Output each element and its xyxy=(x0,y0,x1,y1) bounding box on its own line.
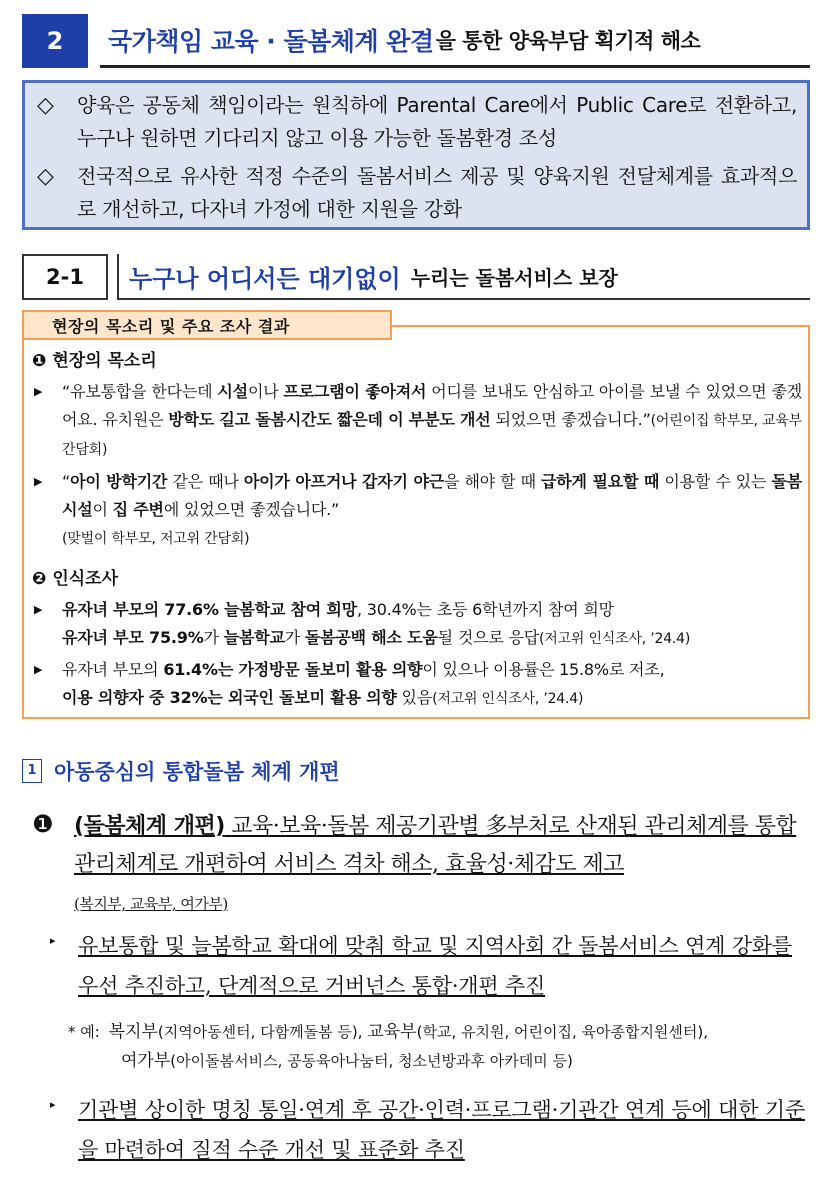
section-title xyxy=(100,14,810,68)
quote-text: “유보통합을 한다는데 xyxy=(62,382,218,401)
summary-text: 전국적으로 유사한 적정 수준의 돌봄서비스 제공 및 양육지원 전달체계를 효과적으로 개선하고, 다자녀 가정에 대한 지원을 강화 xyxy=(77,164,797,221)
survey-emphasis: 이용 의향자 중 32%는 외국인 돌보미 활용 의향 xyxy=(62,688,397,707)
triangle-bullet-icon: ▶ xyxy=(34,603,43,616)
survey-heading-label: 인식조사 xyxy=(52,569,119,589)
quote-source: (어린이집 학부모, 교육부 간담회) xyxy=(62,413,802,458)
survey-text: 될 것으로 응답 xyxy=(437,628,539,647)
quote-emphasis: 프로그램이 좋아져서 xyxy=(283,382,427,401)
section-title-rest: 을 통한 양육부담 획기적 해소 xyxy=(435,28,701,53)
survey-text: 있음 xyxy=(396,688,433,707)
policy-ministries: (복지부, 교육부, 여가부) xyxy=(74,895,228,913)
number-2-icon: ❷ xyxy=(32,569,47,589)
quote-text: 이나 xyxy=(247,382,284,401)
survey-heading xyxy=(32,564,118,589)
subsection-title-rest: 누리는 돌봄서비스 보장 xyxy=(410,265,618,290)
section-number: 2 xyxy=(22,14,88,68)
policy-subitem xyxy=(50,1090,814,1170)
policy-subitem-text: 기관별 상이한 명칭 통일·연계 후 공간·인력·프로그램·기관간 연계 등에 대한 기준을 마련하여 질적 수준 개선 및 표준화 추진 xyxy=(78,1098,805,1162)
part-title: 아동중심의 통합돌봄 체계 개편 xyxy=(54,760,340,784)
quote-text: 에 있었으면 좋겠습니다.” xyxy=(163,500,340,519)
voices-heading xyxy=(32,346,157,371)
quote-emphasis: 집 주변 xyxy=(112,500,164,519)
quote-text: 같은 때나 xyxy=(167,472,244,491)
example-label: * 예: xyxy=(68,1023,100,1041)
subsection-number: 2-1 xyxy=(22,254,108,300)
survey-text: 이 있으나 이용률은 15.8%로 저조, xyxy=(422,660,665,679)
survey-source: (저고위 인식조사, ’24.4) xyxy=(432,691,584,707)
example-detail: (지역아동센터, 다함께돌봄 등), xyxy=(157,1023,363,1041)
policy-head: (돌봄체계 개편) xyxy=(74,814,225,839)
survey-source: (저고위 인식조사, ’24.4) xyxy=(538,631,691,647)
triangle-bullet-icon: ▶ xyxy=(34,385,43,398)
quote-emphasis: 급하게 필요할 때 xyxy=(541,472,660,491)
number-1-icon: ❶ xyxy=(32,810,54,838)
quote-source: (맞벌이 학부모, 저고위 간담회) xyxy=(62,531,250,547)
quote-emphasis: 돌봄시설 xyxy=(62,472,802,519)
policy-subitem-text: 유보통합 및 늘봄학교 확대에 맞춰 학교 및 지역사회 간 돌봄서비스 연계 강화를 우선 추진하고, 단계적으로 거버넌스 통합·개편 추진 xyxy=(78,934,792,998)
survey-item xyxy=(34,656,802,713)
example-ministry: 복지부 xyxy=(108,1022,158,1042)
survey-emphasis: 늘봄학교 xyxy=(223,628,285,647)
voices-tab: 현장의 목소리 및 주요 조사 결과 xyxy=(22,310,392,340)
voices-heading-label: 현장의 목소리 xyxy=(52,351,157,371)
policy-item xyxy=(32,808,814,923)
survey-text: 가 xyxy=(284,628,305,647)
quote-text: “ xyxy=(62,472,71,491)
quote-text: 을 해야 할 때 xyxy=(444,472,542,491)
quote-emphasis: 시설 xyxy=(217,382,248,401)
survey-emphasis: 돌봄공백 해소 도움 xyxy=(304,628,438,647)
survey-emphasis: 유자녀 부모 75.9% xyxy=(62,628,204,647)
quote-emphasis: 아이가 아프거나 갑자기 야근 xyxy=(243,472,444,491)
number-1-icon: ❶ xyxy=(32,351,47,371)
triangle-bullet-icon: ▸ xyxy=(50,934,56,947)
summary-item xyxy=(37,160,797,226)
example-note xyxy=(68,1018,818,1076)
example-ministry: 여가부 xyxy=(121,1051,171,1071)
part-number-box: 1 xyxy=(22,759,42,783)
triangle-bullet-icon: ▶ xyxy=(34,475,43,488)
example-ministry: 교육부 xyxy=(367,1022,417,1042)
part-heading xyxy=(22,756,340,786)
example-detail: (학교, 유치원, 어린이집, 육아종합지원센터), xyxy=(416,1023,709,1041)
triangle-bullet-icon: ▶ xyxy=(34,663,43,676)
quote-item xyxy=(34,378,802,464)
summary-item xyxy=(37,89,797,155)
quote-emphasis: 방학도 길고 돌봄시간도 짧은데 이 부분도 개선 xyxy=(168,410,491,429)
summary-text: 양육은 공동체 책임이라는 원칙하에 Parental Care에서 Public Care로 전환하고, 누구나 원하면 기다리지 않고 이용 가능한 돌봄환경 조성 xyxy=(77,93,797,150)
survey-text: 유자녀 부모의 xyxy=(62,660,164,679)
policy-subitem xyxy=(50,926,814,1006)
policy-text: 교육·보육·돌봄 제공기관별 多부처로 산재된 관리체계를 통합관리체계로 개편하여 서비스 격차 해소, 효율성·체감도 제고 xyxy=(74,814,797,877)
survey-text: 가 xyxy=(203,628,224,647)
quote-text: 되었으면 좋겠습니다.” xyxy=(490,410,651,429)
quote-text: 어디를 보내도 안심하고 아이를 보낼 수 있었으면 좋겠어요. 유치원은 xyxy=(62,382,802,429)
section-title-emphasis: 국가책임 교육 · 돌봄체계 완결 xyxy=(108,26,434,56)
diamond-icon: ◇ xyxy=(37,93,54,118)
example-detail: (아이돌봄서비스, 공동육아나눔터, 청소년방과후 아카데미 등) xyxy=(170,1052,573,1070)
subsection-title xyxy=(117,254,810,300)
summary-box xyxy=(22,80,810,230)
quote-emphasis: 아이 방학기간 xyxy=(70,472,168,491)
survey-emphasis: 유자녀 부모의 77.6% 늘봄학교 참여 희망 xyxy=(62,600,357,619)
survey-item xyxy=(34,596,802,653)
quote-item xyxy=(34,468,802,553)
subsection-title-emphasis: 누구나 어디서든 대기없이 xyxy=(129,264,401,293)
quote-text: 이 xyxy=(92,500,113,519)
triangle-bullet-icon: ▸ xyxy=(50,1098,56,1111)
quote-text: 이용할 수 있는 xyxy=(659,472,772,491)
survey-text: , 30.4%는 초등 6학년까지 참여 희망 xyxy=(356,600,614,619)
survey-emphasis: 61.4%는 가정방문 돌보미 활용 의향 xyxy=(163,660,423,679)
diamond-icon: ◇ xyxy=(37,164,54,189)
